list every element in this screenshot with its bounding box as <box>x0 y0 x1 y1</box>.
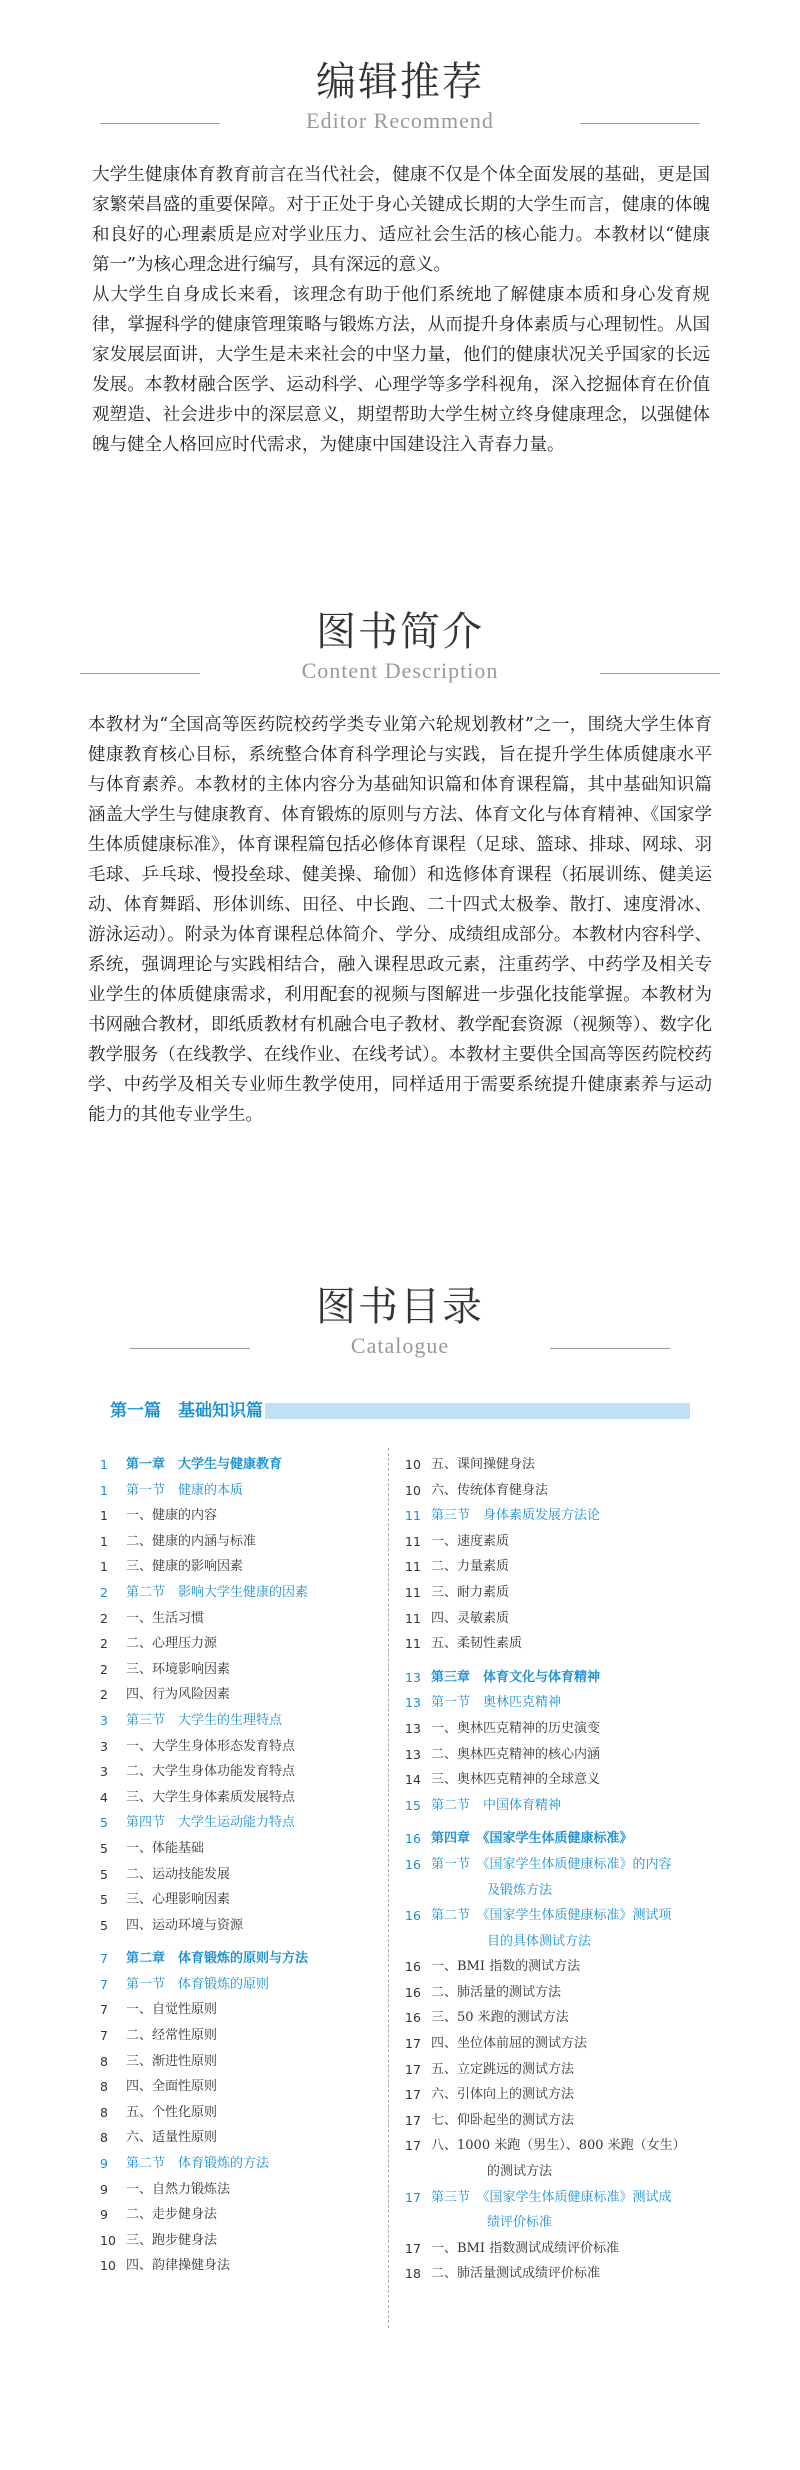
toc-page-number: 18 <box>405 2266 421 2282</box>
toc-item <box>405 1478 700 1504</box>
toc-entry-text: 三、心理影响因素 <box>126 1892 231 1908</box>
toc-section <box>100 1708 385 1734</box>
toc-entry-text: 四、灵敏素质 <box>431 1610 510 1626</box>
toc-entry-text: 一、健康的内容 <box>126 1508 218 1524</box>
toc-entry-text: 三、渐进性原则 <box>126 2053 218 2069</box>
toc-entry-text: 二、大学生身体功能发育特点 <box>126 1764 296 1780</box>
toc-entry-text: 四、运动环境与资源 <box>126 1917 244 1933</box>
toc-page-number: 14 <box>405 1772 421 1788</box>
toc-item <box>100 1503 385 1529</box>
toc-page-number <box>405 1878 431 1904</box>
toc-page-number: 8 <box>100 2130 108 2146</box>
toc-entry-text: 及锻炼方法 <box>487 1882 553 1898</box>
toc-entry-text: 目的具体测试方法 <box>487 1933 592 1949</box>
toc-item <box>405 1580 700 1606</box>
toc-page-number: 8 <box>100 2104 108 2120</box>
toc-page-number: 13 <box>405 1695 421 1711</box>
editor-title: 编辑推荐 <box>316 59 484 105</box>
toc-entry-text: 第一章 大学生与健康教育 <box>126 1457 283 1472</box>
toc-entry-text: 第二节 《国家学生体质健康标准》测试项 <box>431 1908 672 1924</box>
toc-item <box>100 2074 385 2100</box>
divider-line <box>600 673 720 674</box>
toc-item <box>100 1734 385 1760</box>
toc-entry-text: 一、生活习惯 <box>126 1610 205 1626</box>
part-title: 第一篇 基础知识篇 <box>110 1401 263 1421</box>
toc-right-column <box>405 1452 700 2287</box>
catalogue-title: 图书目录 <box>316 1284 484 1330</box>
toc-entry-text: 一、奥林匹克精神的历史演变 <box>431 1720 601 1736</box>
toc-item <box>100 2125 385 2151</box>
toc-entry-text: 六、适量性原则 <box>126 2130 218 2146</box>
toc-page-number: 9 <box>100 2181 108 2197</box>
toc-item <box>100 1631 385 1657</box>
toc-item <box>405 2159 700 2185</box>
toc-entry-text: 一、BMI 指数测试成绩评价标准 <box>431 2240 620 2256</box>
toc-entry-text: 四、全面性原则 <box>126 2079 218 2095</box>
toc-entry-text: 五、个性化原则 <box>126 2104 218 2120</box>
catalogue-header <box>0 1275 800 1395</box>
toc-entry-text: 第三章 体育文化与体育精神 <box>431 1669 601 1685</box>
toc-entry-text: 六、引体向上的测试方法 <box>431 2087 575 2103</box>
toc-page-number: 8 <box>100 2053 108 2069</box>
toc-entry-text: 第四节 大学生运动能力特点 <box>126 1815 296 1831</box>
content-subtitle: Content Description <box>301 658 499 683</box>
toc-item <box>405 1606 700 1632</box>
toc-entry-text: 二、力量素质 <box>431 1559 510 1575</box>
toc-entry-text: 第四章 《国家学生体质健康标准》 <box>431 1831 633 1847</box>
toc-item <box>100 1682 385 1708</box>
toc-item <box>405 1742 700 1768</box>
toc-page-number: 16 <box>405 1908 421 1924</box>
toc-section <box>100 1810 385 1836</box>
content-title: 图书简介 <box>316 609 484 655</box>
toc-page-number: 2 <box>100 1661 108 1677</box>
toc-entry-text: 一、体能基础 <box>126 1840 205 1856</box>
toc-item <box>100 1997 385 2023</box>
toc-entry-text: 三、耐力素质 <box>431 1584 510 1600</box>
toc-entry-text: 一、自然力锻炼法 <box>126 2181 231 2197</box>
toc-entry-text: 二、心理压力源 <box>126 1636 218 1652</box>
toc-item <box>405 1554 700 1580</box>
editor-subtitle: Editor Recommend <box>306 108 494 133</box>
toc-chapter <box>405 1665 700 1691</box>
toc-entry-text: 二、走步健身法 <box>126 2207 218 2223</box>
toc-page-number: 2 <box>100 1636 108 1652</box>
toc-page-number: 9 <box>100 2156 108 2172</box>
toc-item <box>405 1529 700 1555</box>
toc-entry-text: 绩评价标准 <box>487 2215 553 2231</box>
toc-item <box>100 1887 385 1913</box>
toc-entry-text: 第二节 体育锻炼的方法 <box>126 2156 270 2172</box>
toc-item <box>100 1606 385 1632</box>
toc-item <box>405 1716 700 1742</box>
toc-entry-text: 第三节 大学生的生理特点 <box>126 1712 283 1728</box>
toc-item <box>100 1759 385 1785</box>
toc-page-number: 17 <box>405 2036 421 2052</box>
part-accent-bar <box>265 1403 690 1419</box>
toc-page-number: 11 <box>405 1559 421 1575</box>
toc-entry-text: 二、肺活量测试成绩评价标准 <box>431 2266 601 2282</box>
toc-item <box>100 1913 385 1939</box>
toc-page-number: 5 <box>100 1892 108 1908</box>
toc-entry-text: 四、坐位体前屈的测试方法 <box>431 2036 588 2052</box>
editor-paragraph-1: 大学生健康体育教育前言在当代社会，健康不仅是个体全面发展的基础，更是国家繁荣昌盛的重要保障。对于正处于身心关键成长期的大学生而言，健康的体魄和良好的心理素质是应对学业压力、适应社会生活的核心能力。本教材以“健康第一”为核心理念进行编写，具有深远的意义。 <box>92 165 710 275</box>
toc-page-number: 2 <box>100 1610 108 1626</box>
toc-entry-text: 第二章 体育锻炼的原则与方法 <box>126 1951 309 1967</box>
toc-section <box>405 1690 700 1716</box>
toc-entry-text: 一、BMI 指数的测试方法 <box>431 1959 581 1975</box>
toc-page-number: 2 <box>100 1687 108 1703</box>
toc-page-number: 1 <box>100 1457 108 1472</box>
toc-entry-text: 第二节 中国体育精神 <box>431 1797 562 1813</box>
toc-item <box>405 2057 700 2083</box>
toc-item <box>100 1554 385 1580</box>
toc-item <box>405 2261 700 2287</box>
toc-entry-text: 三、健康的影响因素 <box>126 1559 244 1575</box>
toc-entry-text: 第一节 奥林匹克精神 <box>431 1695 562 1711</box>
toc-page-number: 16 <box>405 1959 421 1975</box>
toc-item <box>405 2236 700 2262</box>
toc-item <box>100 1862 385 1888</box>
toc-item <box>100 1785 385 1811</box>
toc-page-number: 11 <box>405 1508 421 1524</box>
toc-page-number: 10 <box>100 2258 116 2274</box>
toc-item <box>405 1954 700 1980</box>
toc-page-number <box>405 2210 431 2236</box>
toc-entry-text: 三、大学生身体素质发展特点 <box>126 1789 296 1805</box>
toc-page-number: 13 <box>405 1720 421 1736</box>
toc-entry-text: 五、柔韧性素质 <box>431 1636 523 1652</box>
toc-entry-text: 三、跑步健身法 <box>126 2232 218 2248</box>
divider-line <box>580 123 700 124</box>
editor-paragraph-2: 从大学生自身成长来看，该理念有助于他们系统地了解健康本质和身心发育规律，掌握科学的健康管理策略与锻炼方法，从而提升身体素质与心理韧性。从国家发展层面讲，大学生是未来社会的中坚力量，他们的健康状况关乎国家的长远发展。本教材融合医学、运动科学、心理学等多学科视角，深入挖掘体育在价值观塑造、社会进步中的深层意义，期望帮助大学生树立终身健康理念，以强健体魄与健全人格回应时代需求，为健康中国建设注入青春力量。 <box>92 285 710 455</box>
toc-entry-text: 五、立定跳远的测试方法 <box>431 2061 575 2077</box>
toc-entry-text: 七、仰卧起坐的测试方法 <box>431 2112 575 2128</box>
toc-section <box>100 1972 385 1998</box>
editor-header <box>0 50 800 170</box>
toc-column-divider <box>388 1448 389 2328</box>
toc-entry-text: 五、课间操健身法 <box>431 1457 536 1472</box>
toc-item <box>100 2100 385 2126</box>
toc-entry-text: 二、经常性原则 <box>126 2028 218 2044</box>
toc-page-number: 10 <box>100 2232 116 2248</box>
toc-item <box>100 1836 385 1862</box>
toc-page-number: 13 <box>405 1746 421 1762</box>
toc-chapter <box>100 1946 385 1972</box>
toc-page-number: 1 <box>100 1508 108 1524</box>
toc-page-number: 17 <box>405 2189 421 2205</box>
toc-entry-text: 八、1000 米跑（男生）、800 米跑（女生） <box>431 2138 686 2154</box>
toc-entry-text: 第二节 影响大学生健康的因素 <box>126 1584 309 1600</box>
toc-entry-text: 六、传统体育健身法 <box>431 1482 549 1498</box>
toc-page-number: 7 <box>100 1951 108 1967</box>
toc-section <box>405 1793 700 1819</box>
toc-page-number: 16 <box>405 1856 421 1872</box>
toc-item <box>405 1631 700 1657</box>
toc-page-number: 13 <box>405 1669 421 1685</box>
toc-item <box>405 2108 700 2134</box>
toc-entry-text: 第一节 体育锻炼的原则 <box>126 1976 270 1992</box>
toc-page-number <box>405 1929 431 1955</box>
toc-entry-text: 四、韵律操健身法 <box>126 2258 231 2274</box>
toc-entry-text: 第一节 《国家学生体质健康标准》的内容 <box>431 1856 672 1872</box>
toc-page-number: 8 <box>100 2079 108 2095</box>
toc-page-number: 11 <box>405 1584 421 1600</box>
toc-entry-text: 第一节 健康的本质 <box>126 1482 244 1498</box>
toc-section <box>100 1580 385 1606</box>
toc-item <box>100 2253 385 2279</box>
toc-page-number: 3 <box>100 1738 108 1754</box>
toc-page-number: 1 <box>100 1533 108 1549</box>
toc-section <box>100 1478 385 1504</box>
toc-entry-text: 二、奥林匹克精神的核心内涵 <box>431 1746 601 1762</box>
content-paragraph: 本教材为“全国高等医药院校药学类专业第六轮规划教材”之一，围绕大学生体育健康教育核心目标，系统整合体育科学理论与实践，旨在提升学生体质健康水平与体育素养。本教材的主体内容分为基础知识篇和体育课程篇，其中基础知识篇涵盖大学生与健康教育、体育锻炼的原则与方法、体育文化与体育精神、《国家学生体质健康标准》，体育课程篇包括必修体育课程（足球、篮球、排球、网球、羽毛球、乒乓球、慢投垒球、健美操、瑜伽）和选修体育课程（拓展训练、健美运动、体育舞蹈、形体训练、田径、中长跑、二十四式太极拳、散打、速度滑冰、游泳运动）。附录为体育课程总体简介、学分、成绩组成部分。本教材内容科学、系统，强调理论与实践相结合，融入课程思政元素，注重药学、中药学及相关专业学生的体质健康需求，利用配套的视频与图解进一步强化技能掌握。本教材为书网融合教材，即纸质教材有机融合电子教材、教学配套资源（视频等）、数字化教学服务（在线教学、在线作业、在线考试）。本教材主要供全国高等医药院校药学、中药学及相关专业师生教学使用，同样适用于需要系统提升健康素养与运动能力的其他专业学生。 <box>88 715 712 1125</box>
toc-left-column <box>100 1452 385 2279</box>
toc-item <box>100 2023 385 2049</box>
toc-item <box>100 2228 385 2254</box>
toc-section <box>405 1903 700 1929</box>
toc-page-number: 5 <box>100 1815 108 1831</box>
toc-entry-text: 二、运动技能发展 <box>126 1866 231 1882</box>
toc-section <box>405 2185 700 2211</box>
toc-page-number: 10 <box>405 1457 421 1472</box>
toc-page-number: 16 <box>405 2010 421 2026</box>
toc-entry-text: 二、肺活量的测试方法 <box>431 1984 562 2000</box>
toc-page-number: 3 <box>100 1764 108 1780</box>
catalogue-subtitle: Catalogue <box>350 1333 450 1358</box>
toc-item <box>405 1452 700 1478</box>
toc-entry-text: 三、50 米跑的测试方法 <box>431 2010 569 2026</box>
toc-page-number <box>405 2159 431 2185</box>
toc-entry-text: 第三节 《国家学生体质健康标准》测试成 <box>431 2189 672 2205</box>
toc-page-number: 17 <box>405 2240 421 2256</box>
toc-page-number: 2 <box>100 1584 108 1600</box>
toc-chapter <box>100 1452 385 1478</box>
toc-item <box>405 2005 700 2031</box>
toc-page-number: 11 <box>405 1636 421 1652</box>
toc-entry-text: 的测试方法 <box>487 2164 553 2180</box>
toc-item <box>100 1657 385 1683</box>
toc-page-number: 11 <box>405 1533 421 1549</box>
toc-item <box>405 1767 700 1793</box>
toc-page-number: 4 <box>100 1789 108 1805</box>
toc-entry-text: 一、速度素质 <box>431 1533 510 1549</box>
divider-line <box>550 1348 670 1349</box>
toc-entry-text: 第三节 身体素质发展方法论 <box>431 1508 601 1524</box>
toc-page-number: 17 <box>405 2087 421 2103</box>
toc-item <box>100 1529 385 1555</box>
toc-entry-text: 一、大学生身体形态发育特点 <box>126 1738 296 1754</box>
toc-page-number: 7 <box>100 2002 108 2018</box>
toc-section <box>405 1929 700 1955</box>
toc-page-number: 15 <box>405 1797 421 1813</box>
toc-page-number: 7 <box>100 2028 108 2044</box>
toc-page-number: 17 <box>405 2138 421 2154</box>
toc-entry-text: 三、奥林匹克精神的全球意义 <box>431 1772 601 1788</box>
toc-item <box>100 2177 385 2203</box>
toc-section <box>405 1878 700 1904</box>
toc-entry-text: 一、自觉性原则 <box>126 2002 218 2018</box>
toc-page-number: 5 <box>100 1866 108 1882</box>
toc-page-number: 9 <box>100 2207 108 2223</box>
toc-page-number: 1 <box>100 1559 108 1575</box>
toc-page-number: 17 <box>405 2061 421 2077</box>
toc-item <box>405 2133 700 2159</box>
toc-page-number: 5 <box>100 1840 108 1856</box>
toc-page-number: 5 <box>100 1917 108 1933</box>
toc-section <box>100 2151 385 2177</box>
toc-page-number: 11 <box>405 1610 421 1626</box>
toc-page-number: 10 <box>405 1482 421 1498</box>
toc-entry-text: 二、健康的内涵与标准 <box>126 1533 257 1549</box>
toc-item <box>405 1980 700 2006</box>
toc-page-number: 7 <box>100 1976 108 1992</box>
content-header <box>0 600 800 720</box>
toc-page-number: 16 <box>405 1831 421 1847</box>
toc-page-number: 16 <box>405 1984 421 2000</box>
toc-chapter <box>405 1826 700 1852</box>
toc-item <box>100 2049 385 2075</box>
toc-item <box>405 2082 700 2108</box>
part-heading <box>100 1398 690 1424</box>
toc-item <box>100 2202 385 2228</box>
toc-section <box>405 1503 700 1529</box>
toc-page-number: 1 <box>100 1482 108 1498</box>
toc-section <box>405 1852 700 1878</box>
toc-page-number: 17 <box>405 2112 421 2128</box>
toc-page-number: 3 <box>100 1712 108 1728</box>
toc-entry-text: 三、环境影响因素 <box>126 1661 231 1677</box>
toc-section <box>405 2210 700 2236</box>
toc-entry-text: 四、行为风险因素 <box>126 1687 231 1703</box>
toc-item <box>405 2031 700 2057</box>
